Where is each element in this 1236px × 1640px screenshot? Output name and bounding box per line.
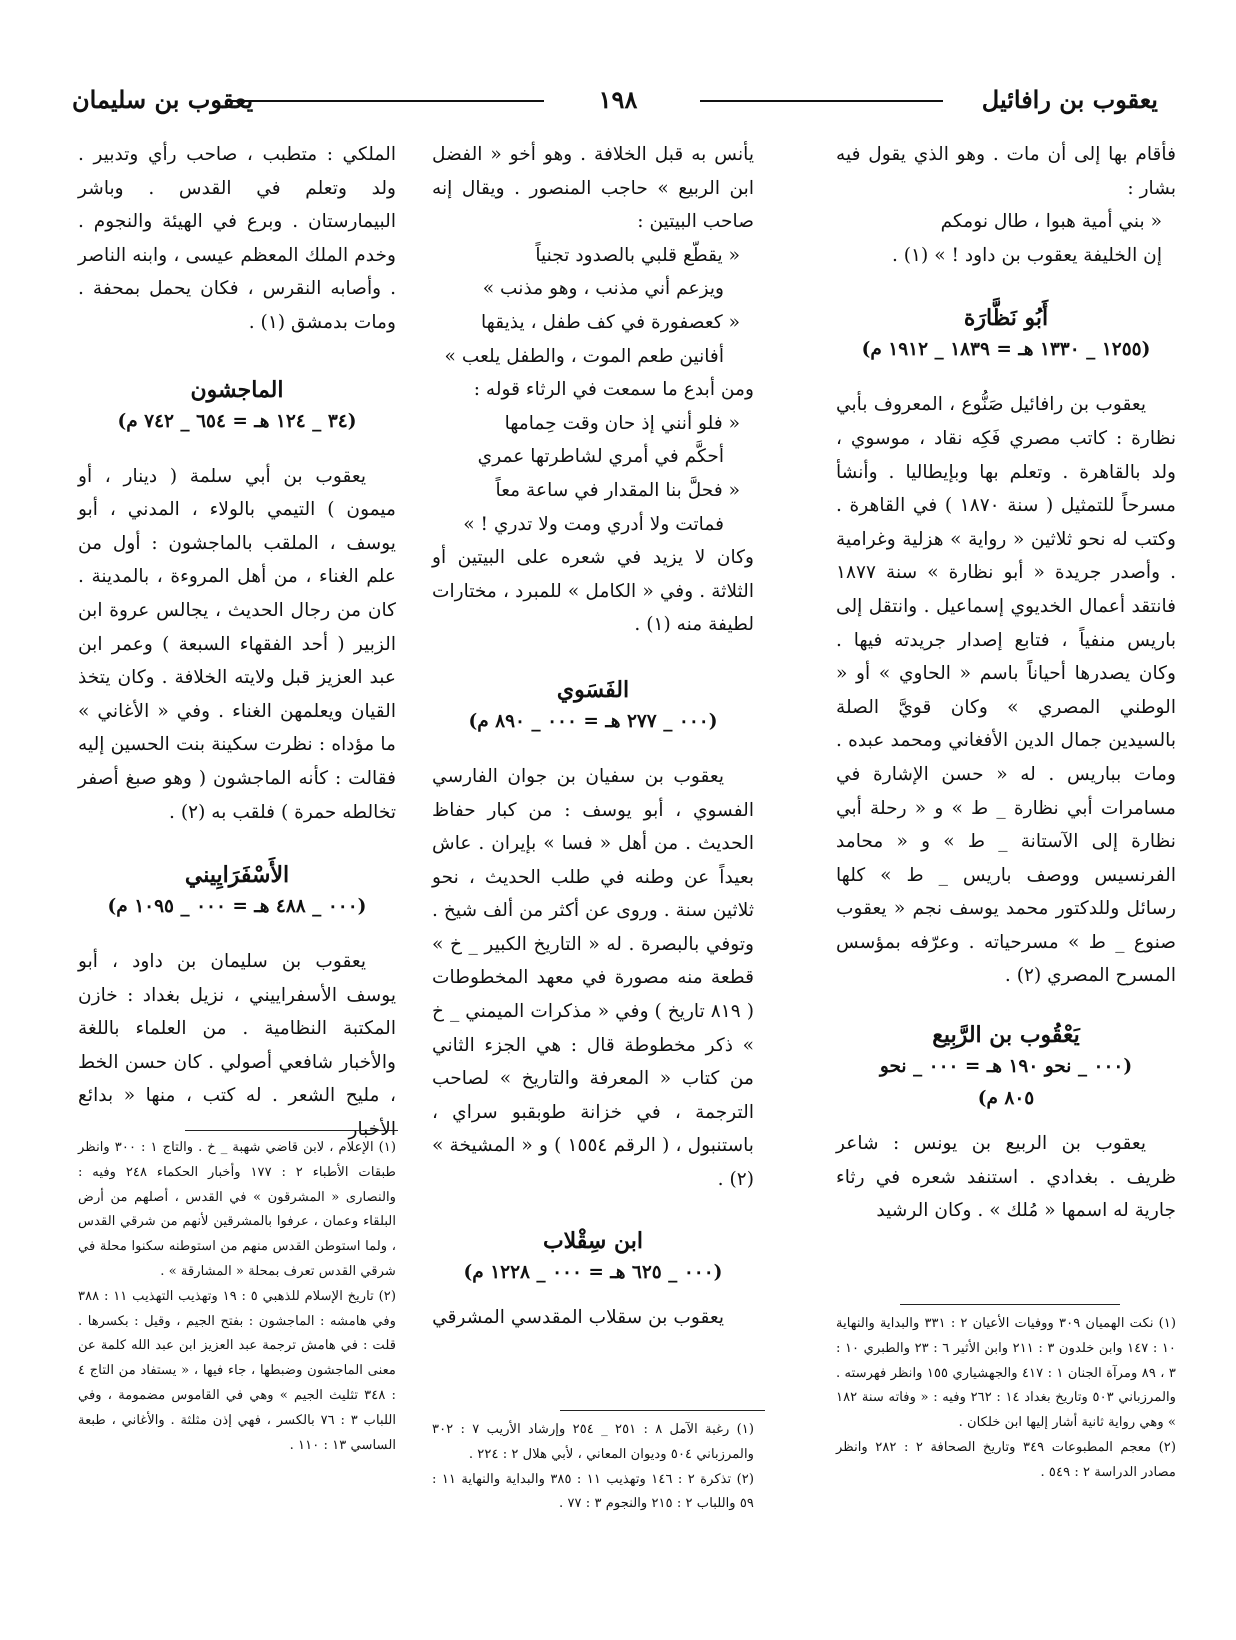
entry-dates-isfarayini: (٠٠٠ _ ٤٨٨ هـ = ٠٠٠ _ ١٠٩٥ م) [107,896,367,918]
header-rule-left [228,100,544,102]
entry-dates-fasawi: (٠٠٠ _ ٢٧٧ هـ = ٠٠٠ _ ٨٩٠ م) [468,710,718,732]
entry-text-abu-nazzara: يعقوب بن رافائيل صَنُّوع ، المعروف بأبي نظارة : كاتب مصري فَكِه نقاد ، موسوي ، ولد بالقاهرة . وتعلم بها وبإيطاليا . وأنشأ مسرحاً للتمثيل ( سنة ١٨٧٠ ) في القاهرة . وكتب له نحو ثلاثين « رواية » هزلية وغرامية . وأصدر جريدة « أبو نظارة » سنة ١٨٧٧ فانتقد أعمال الخديوي إسماعيل . وانتقل إلى باريس منفياً ، فتابع إصدار جريدته فيها . وكان يصدرها أحياناً باسم « الحاوي » أو « الوطني المصري » وكان قويَّ الصلة بالسيدين جمال الدين الأفغاني ومحمد عبده . ومات بباريس . له « حسن الإشارة في مسامرات أبي نظارة _ ط » و « رحلة أبي نظارة إلى الآستانة _ ط » و « محامد الفرنسيس ووصف باريس _ ط » كلها رسائل وللدكتور محمد يوسف نجم « يعقوب صنوع _ ط » مسرحياته . وعرّفه بمؤسس المسرح المصري (٢) . [836,394,1176,987]
entry-title-yaqub-rabi: يَعْقُوب بن الرَّبِيع [932,1022,1080,1049]
footnotes-left [78,1136,396,1458]
middle-verse-3: « كعصفورة في كف طفل ، يذيقها [480,311,740,333]
entry-dates-yaqub-rabi-line2: ٨٠٥ م) [977,1088,1035,1110]
footnote-left-1: (١) الإعلام ، لابن قاضي شهبة _ خ . والتاج ١ : ٣٠٠ وانظر طبقات الأطباء ٢ : ١٧٧ وأخبار الحكماء ٢٤٨ وفيه : والنصارى « المشرقون » في القدس ، أصلهم من أرض البلقاء وعمان ، عرفوا بالمشرقين لأنهم من شرقي القدس ، ولما استوطن القدس منهم من استوطنه سكنوا محلة في شرقي القدس تعرف بمحلة « المشارقة » . [78,1140,397,1279]
middle-verse-8: فماتت ولا أدري ومت ولا تدري ! » [463,513,724,535]
entry-text-isfarayini: يعقوب بن سليمان بن داود ، أبو يوسف الأسفراييني ، نزيل بغداد : خازن المكتبة النظامية . من العلماء باللغة والأخبار شافعي أصولي . كان حسن الخط ، مليح الشعر . له كتب ، منها « بدائع الأخبار [78,951,396,1141]
middle-mid-text: ومن أبدع ما سمعت في الرثاء قوله : [473,379,754,401]
entry-dates-abu-nazzara: (١٢٥٥ _ ١٣٣٠ هـ = ١٨٣٩ _ ١٩١٢ م) [861,339,1151,361]
middle-column [432,138,754,1334]
footnote-middle-2: (٢) تذكرة ٢ : ١٤٦ وتهذيب ١١ : ٣٨٥ والبداية والنهاية ١١ : ٥٩ واللباب ٢ : ٢١٥ والنجوم ٣ : ٧٧ . [432,1471,754,1512]
footnote-separator-right [900,1304,1120,1305]
middle-verse-7: « فحلَّ بنا المقدار في ساعة معاً [495,479,740,501]
entry-text-majishun: يعقوب بن أبي سلمة ( دينار ، أو ميمون ) التيمي بالولاء ، المدني ، أبو يوسف ، الملقب بالماجشون : أول من علم الغناء ، من أهل المروءة ، بالمدينة . كان من رجال الحديث ، يجالس عروة ابن الزبير ( أحد الفقهاء السبعة ) وعمر ابن عبد العزيز قبل ولايته الخلافة . وكان يتخذ القيان ويعلمهن الغناء . وفي « الأغاني » ما مؤداه : نظرت سكينة بنت الحسين إليه فقالت : كأنه الماجشون ( وهو صبغ أصفر تخالطه حمرة ) فلقب به (٢) . [78,465,396,823]
footnotes-right [836,1312,1176,1486]
middle-verse-4: أفانين طعم الموت ، والطفل يلعب » [444,345,724,367]
entry-title-majishun: الماجشون [190,376,284,403]
entry-title-isfarayini: الأَسْفَرَايِيني [184,862,290,889]
entry-text-fasawi: يعقوب بن سفيان بن جوان الفارسي الفسوي ، أبو يوسف : من كبار حفاظ الحديث . من أهل « فسا » بإيران . عاش بعيداً عن وطنه في طلب الحديث ، نحو ثلاثين سنة . وروى عن أكثر من ألف شيخ . وتوفي بالبصرة . له « التاريخ الكبير _ خ » قطعة منه مصورة في معهد المخطوطات ( ٨١٩ تاريخ ) وفي « مذكرات الميمني _ خ » ذكر مخطوطة قال : هي الجزء الثاني من كتاب « المعرفة والتاريخ » لصاحب الترجمة ، في خزانة طوبقبو سراي ، باستنبول ، ( الرقم ١٥٥٤ ) و « المشيخة » (٢) . [432,765,754,1191]
middle-end-text: وكان لا يزيد في شعره على البيتين أو الثلاثة . وفي « الكامل » للمبرد ، مختارات لطيفة منه (١) . [432,547,754,636]
entry-text-ibn-siqlab: يعقوب بن سقلاب المقدسي المشرقي [432,1306,724,1328]
entry-dates-majishun: (٣٤ _ ١٢٤ هـ = ٦٥٤ _ ٧٤٢ م) [117,410,357,432]
middle-verse-2: ويزعم أني مذنب ، وهو مذنب » [482,278,724,300]
left-column [78,138,396,1147]
right-column [836,138,1176,1228]
footnotes-middle [432,1418,754,1517]
running-header-right: يعقوب بن رافائيل [981,85,1158,114]
middle-verse-1: « يقطّع قلبي بالصدود تجنياً [535,244,740,266]
entry-dates-ibn-siqlab: (٠٠٠ _ ٦٢٥ هـ = ٠٠٠ _ ١٢٢٨ م) [463,1261,723,1283]
footnote-middle-1: (١) رغبة الآمل ٨ : ٢٥١ _ ٢٥٤ وإرشاد الأريب ٧ : ٣٠٢ والمرزباني ٥٠٤ وديوان المعاني ، لأبي هلال ٢ : ٢٢٤ . [432,1422,755,1462]
running-header-left: يعقوب بن سليمان [72,85,254,114]
right-verse-2: إن الخليفة يعقوب بن داود ! » (١) . [891,244,1162,266]
middle-verse-5: « فلو أنني إذ حان وقت حِمامها [504,412,740,434]
footnote-right-1: (١) نكت الهميان ٣٠٩ ووفيات الأعيان ٢ : ٣٣١ والبداية والنهاية ١٠ : ١٤٧ وابن خلدون ٣ : ٢١١ وابن الأثير ٦ : ٢٣ والطبري ١٠ : ٣ ، ٨٩ ومرآة الجنان ١ : ٤١٧ والجهشياري ١٥٥ وانظر فهرسته . والمرزباني ٥٠٣ وتاريخ بغداد ١٤ : ٢٦٢ وفيه : « وفاته سنة ١٨٢ » وهي رواية ثانية أشار إليها ابن خلكان . [836,1316,1177,1431]
middle-top-text: يأنس به قبل الخلافة . وهو أخو « الفضل ابن الربيع » حاجب المنصور . ويقال إنه صاحب البيتين : [432,144,754,233]
entry-title-abu-nazzara: أَبُو نَظَّارَة [963,305,1049,332]
right-verse-1: « بني أمية هبوا ، طال نومكم [940,211,1162,233]
footnote-right-2: (٢) معجم المطبوعات ٣٤٩ وتاريخ الصحافة ٢ : ٢٨٢ وانظر مصادر الدراسة ٢ : ٥٤٩ . [836,1439,1176,1480]
entry-text-yaqub-rabi: يعقوب بن الربيع بن يونس : شاعر ظريف . بغدادي . استنفد شعره في رثاء جارية له اسمها « مُلك » . وكان الرشيد [836,1133,1176,1222]
header-rule-right [700,100,943,102]
footnote-separator-middle [560,1410,765,1411]
footnote-separator-left [185,1130,398,1131]
page-number: ١٩٨ [598,85,638,114]
middle-verse-6: أحكَّم في أمري لشاطرتها عمري [477,446,724,468]
entry-title-ibn-siqlab: ابن سِقْلاب [542,1227,644,1254]
entry-dates-yaqub-rabi-line1: (٠٠٠ _ نحو ١٩٠ هـ = ٠٠٠ _ نحو [879,1056,1133,1078]
footnote-left-2: (٢) تاريخ الإسلام للذهبي ٥ : ١٩ وتهذيب التهذيب ١١ : ٣٨٨ وفي هامشه : الماجشون : بفتح الجيم ، وقيل : بكسرها . قلت : في هامش ترجمة عبد العزيز ابن عبد الله كلمة عن معنى الماجشون وضبطها ، جاء فيها ، « يستفاد من التاج ٤ : ٣٤٨ تثليث الجيم » وهي في القاموس مضمومة ، وفي اللباب ٣ : ٧٦ بالكسر ، فهي إذن مثلثة . والأغاني ، طبعة الساسي ١٣ : ١١٠ . [78,1288,397,1453]
entry-title-fasawi: الفَسَوي [556,676,630,703]
left-top-text: الملكي : متطبب ، صاحب رأي وتدبير . ولد وتعلم في القدس . وباشر البيمارستان . وبرع في الهيئة والنجوم . وخدم الملك المعظم عيسى ، وابنه الناصر . وأصابه النقرس ، فكان يحمل بمحفة . ومات بدمشق (١) . [78,144,396,333]
right-top-text: فأقام بها إلى أن مات . وهو الذي يقول فيه بشار : [836,144,1176,199]
